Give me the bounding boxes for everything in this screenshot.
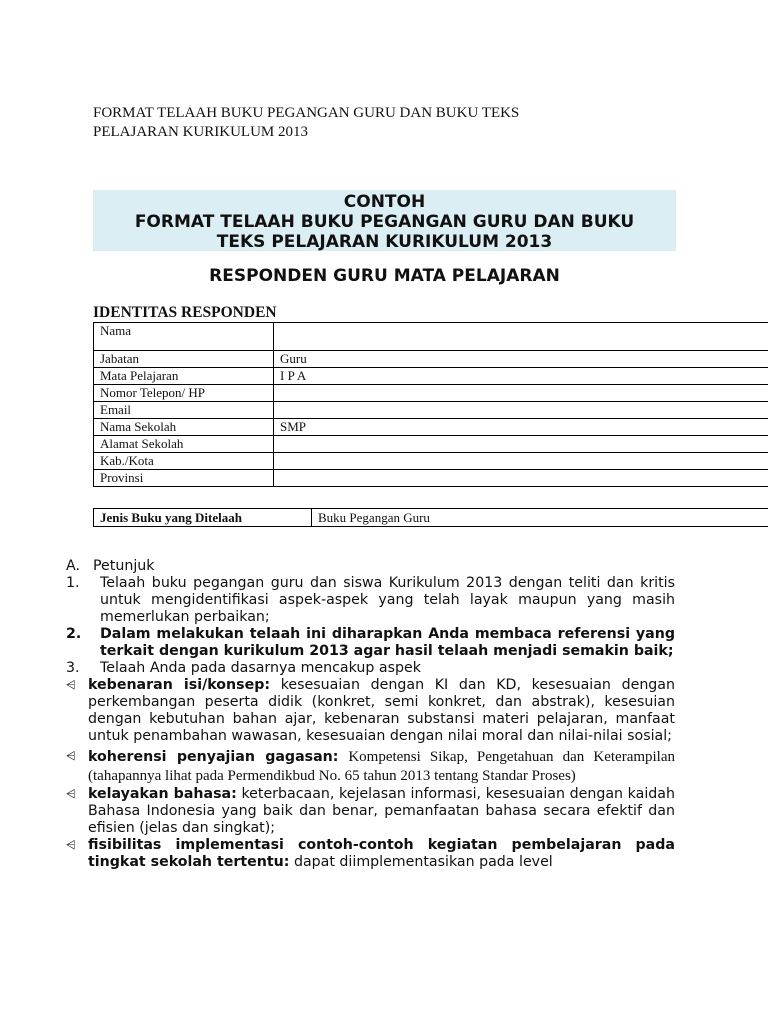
aspect-desc: keterbacaan, kejelasan informasi, kesesuaian dengan kaidah Bahasa Indonesia yang baik dan benar, pemanfaatan bahasa secara efektif dan efisien (jelas dan singkat);	[88, 786, 675, 836]
aspect-desc: Kompetensi Sikap, Pengetahuan dan Keterampilan (tahapannya lihat pada Permendikbud No. 65 tahun 2013 tentang Standar Proses)	[88, 749, 676, 784]
table-row	[94, 509, 768, 527]
aspect-item	[66, 786, 675, 837]
list-item	[66, 660, 675, 677]
item-number: 1.	[66, 575, 80, 591]
list-item	[66, 575, 675, 626]
table-row	[94, 351, 768, 368]
bullet-icon: ⩤	[66, 749, 76, 763]
row-label-jabatan: Jabatan	[94, 351, 274, 368]
row-label-provinsi: Provinsi	[94, 470, 274, 487]
section-marker: A.	[66, 558, 80, 574]
table-row	[94, 453, 768, 470]
aspect-item	[66, 677, 675, 745]
jenis-buku-table	[93, 508, 768, 527]
banner-line1: CONTOH	[343, 192, 426, 212]
aspect-term: kelayakan bahasa:	[88, 786, 237, 802]
bullet-icon: ⩤	[66, 787, 76, 801]
table-row	[94, 323, 768, 351]
petunjuk-heading	[66, 558, 675, 575]
document-title	[93, 104, 653, 142]
row-label-email: Email	[94, 402, 274, 419]
aspect-desc: kesesuaian dengan KI dan KD, kesesuaian dengan perkembangan peserta didik (konkret, semi konkret, dan abstrak), kesesuian dengan kebutuhan bahan ajar, kebenaran substansi materi pelajaran, manfaat untuk penambahan wawasan, kesesuaian dengan nilai moral dan nilai-nilai sosial;	[88, 677, 675, 744]
list-item	[66, 626, 675, 660]
field-nama[interactable]	[274, 323, 768, 351]
field-alamat-sekolah[interactable]	[274, 436, 768, 453]
aspect-item	[66, 748, 675, 786]
document-title-line1: FORMAT TELAAH BUKU PEGANGAN GURU DAN BUKU TEKS	[93, 105, 520, 121]
item-text: Telaah Anda pada dasarnya mencakup aspek	[100, 660, 421, 676]
row-label-alamat-sekolah: Alamat Sekolah	[94, 436, 274, 453]
row-label-kota: Kab./Kota	[94, 453, 274, 470]
bullet-icon: ⩤	[66, 838, 76, 852]
table-row	[94, 402, 768, 419]
example-banner	[93, 190, 676, 251]
aspect-item	[66, 837, 675, 871]
row-label-nama: Nama	[94, 323, 274, 351]
aspect-term: koherensi penyajian gagasan:	[88, 749, 339, 765]
aspect-desc: dapat diimplementasikan pada level	[293, 854, 553, 870]
field-telepon[interactable]	[274, 385, 768, 402]
table-row	[94, 368, 768, 385]
field-mata-pelajaran[interactable]: I P A	[274, 368, 768, 385]
identitas-heading: IDENTITAS RESPONDEN	[93, 304, 277, 321]
banner-line2: FORMAT TELAAH BUKU PEGANGAN GURU DAN BUKU	[134, 212, 635, 232]
aspect-term: kebenaran isi/konsep:	[88, 677, 271, 693]
row-label-nama-sekolah: Nama Sekolah	[94, 419, 274, 436]
field-jabatan[interactable]: Guru	[274, 351, 768, 368]
document-title-line2: PELAJARAN KURIKULUM 2013	[93, 124, 309, 140]
respondent-subheading: RESPONDEN GURU MATA PELAJARAN	[209, 266, 560, 286]
item-number: 2.	[66, 626, 82, 642]
identitas-table	[93, 322, 768, 487]
field-email[interactable]	[274, 402, 768, 419]
field-nama-sekolah[interactable]: SMP	[274, 419, 768, 436]
table-row	[94, 385, 768, 402]
item-number: 3.	[66, 660, 80, 676]
banner-line3: TEKS PELAJARAN KURIKULUM 2013	[216, 232, 553, 252]
section-title: Petunjuk	[93, 558, 155, 574]
jenis-buku-value[interactable]: Buku Pegangan Guru	[312, 509, 768, 527]
jenis-buku-label: Jenis Buku yang Ditelaah	[94, 509, 312, 527]
item-text: Telaah buku pegangan guru dan siswa Kurikulum 2013 dengan teliti dan kritis untuk mengidentifikasi aspek-aspek yang telah layak maupun yang masih memerlukan perbaikan;	[100, 575, 675, 625]
row-label-mata-pelajaran: Mata Pelajaran	[94, 368, 274, 385]
table-row	[94, 470, 768, 487]
bullet-icon: ⩤	[66, 678, 76, 692]
petunjuk-section	[66, 558, 675, 871]
field-provinsi[interactable]	[274, 470, 768, 487]
table-row	[94, 436, 768, 453]
item-text: Dalam melakukan telaah ini diharapkan Anda membaca referensi yang terkait dengan kurikulum 2013 agar hasil telaah menjadi semakin baik;	[100, 626, 675, 659]
table-row	[94, 419, 768, 436]
field-kota[interactable]	[274, 453, 768, 470]
row-label-telepon: Nomor Telepon/ HP	[94, 385, 274, 402]
aspect-term: fisibilitas implementasi contoh-contoh kegiatan pembelajaran pada tingkat sekolah tertentu:	[88, 837, 675, 870]
